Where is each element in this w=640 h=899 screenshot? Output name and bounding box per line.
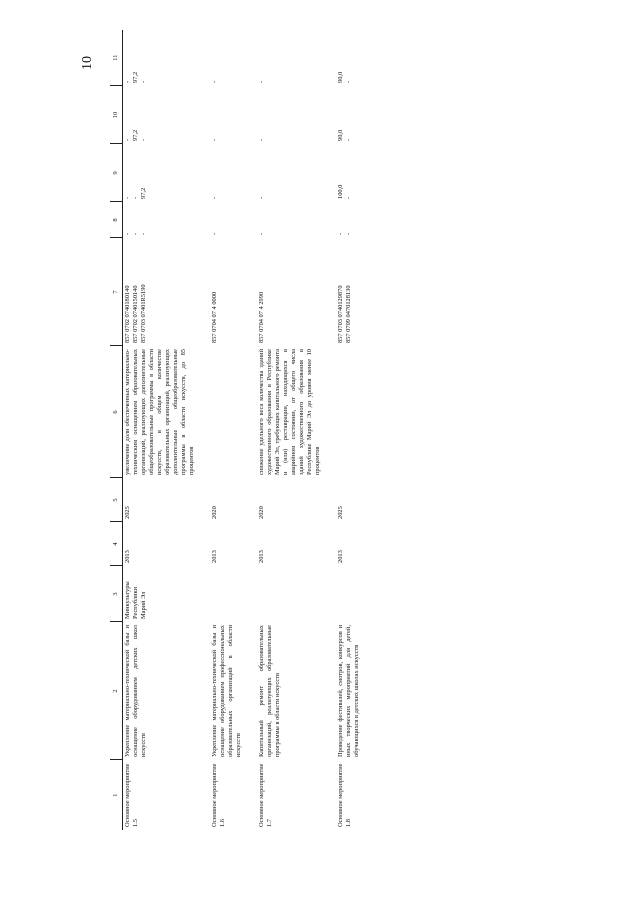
value: 97,2 (140, 187, 148, 199)
budget-code: 857 0702 0740150140 (132, 285, 140, 343)
header-cell-5: 5 (110, 478, 123, 522)
expected-result: увеличение доли обеспеченных материально-техническим оснащением образовательных организаций, реализующих дополнительные общеобразовательные программы в области искусств, в общем количестве образовательных организаций, реализующих дополнительные общеобразовательные программы в области искусств, до 85 процентов (124, 349, 196, 475)
start-year: 2013 (211, 550, 219, 563)
header-cell-8: 8 (110, 202, 123, 238)
end-year: 2020 (258, 506, 266, 519)
value-col-11 (123, 30, 199, 86)
page-number: 10 (80, 56, 95, 70)
header-cell-3: 3 (110, 566, 123, 622)
budget-codes (123, 238, 199, 346)
value: 90,0 (337, 129, 345, 141)
expected-result (336, 346, 363, 478)
start-year: 2013 (337, 550, 345, 563)
budget-code: 857 0702 0740180140 (124, 285, 132, 343)
value-col-10: - (211, 138, 219, 141)
responsible-executor (336, 566, 363, 622)
event-name: Проведение фестивалей, смотров, конкурсов и иных творческих мероприятий для детей, обучающихся в детских школах искусств (337, 625, 361, 757)
end-year: 2020 (211, 506, 219, 519)
value: - (124, 196, 132, 199)
value-col-11 (336, 30, 363, 86)
start-year: 2013 (258, 550, 266, 563)
event-number: Основное мероприятие 1.8 (337, 763, 353, 827)
value: 97,2 (132, 129, 140, 141)
budget-codes (336, 238, 363, 346)
value: - (132, 196, 140, 199)
value: 100,0 (337, 184, 345, 199)
budget-code: 857 0704 07 4 0000 (211, 291, 219, 343)
value-col-10 (123, 86, 199, 144)
start-year: 2013 (124, 550, 132, 563)
header-cell-9: 9 (110, 144, 123, 202)
budget-codes (257, 238, 324, 346)
value-col-9 (336, 144, 363, 202)
value: - (345, 138, 353, 141)
value-col-10: - (258, 138, 266, 141)
value: - (124, 138, 132, 141)
event-name: Укрепление материально-технической базы и оснащение оборудованием детских школ искусств (124, 625, 148, 757)
event-name: Капитальный ремонт образовательных организаций, реализующих образовательные программы в области искусств (258, 625, 282, 757)
header-cell-6: 6 (110, 346, 123, 478)
table-row (336, 30, 363, 830)
value-col-8: - (211, 232, 219, 235)
event-name: Укрепление материально-технической базы и оснащение оборудованием профессиональных образовательных организаций в области искусств (211, 625, 243, 757)
responsible-executor (210, 566, 245, 622)
header-cell-4: 4 (110, 522, 123, 566)
value-col-8 (123, 202, 199, 238)
end-year: 2025 (337, 506, 345, 519)
value: - (345, 80, 353, 83)
value-col-11: - (258, 80, 266, 83)
value-col-9: - (258, 196, 266, 199)
value: - (337, 232, 345, 235)
table-row (210, 30, 245, 830)
event-number: Основное мероприятие 1.6 (211, 763, 227, 827)
expected-result (210, 346, 245, 478)
value: - (140, 232, 148, 235)
table-row (257, 30, 324, 830)
responsible-executor (257, 566, 324, 622)
value: - (140, 80, 148, 83)
header-cell-7: 7 (110, 238, 123, 346)
program-events-table (110, 30, 363, 830)
value: - (345, 232, 353, 235)
expected-result: снижение удельного веса количества зданий художественного образования в Республике Марий Эл, требующих капитального ремонта и (или) реставрации, находящихся в аварийном состоянии, от общего числа зданий художественного образования в Республике Марий Эл до уровня менее 10 процентов (258, 349, 322, 475)
value: 90,0 (337, 71, 345, 83)
event-number: Основное мероприятие 1.5 (124, 763, 140, 827)
value-col-8: - (258, 232, 266, 235)
budget-code: 857 0709 0470128130 (345, 285, 353, 343)
budget-code: 857 0704 07 4 2990 (258, 291, 266, 343)
value: - (345, 196, 353, 199)
budget-code: 857 0703 0740129870 (337, 285, 345, 343)
value: - (124, 232, 132, 235)
value-col-8 (336, 202, 363, 238)
responsible-executor: Минкультуры Республики Марий Эл (124, 581, 148, 619)
value-col-9: - (211, 196, 219, 199)
value: 97,2 (132, 71, 140, 83)
header-cell-1: 1 (110, 760, 123, 830)
header-cell-11: 11 (110, 30, 123, 86)
table-row (123, 30, 199, 830)
value: - (124, 80, 132, 83)
header-cell-2: 2 (110, 622, 123, 760)
budget-code: 857 0703 07401R5190 (140, 284, 148, 343)
value: - (140, 138, 148, 141)
header-row (110, 30, 123, 830)
value-col-10 (336, 86, 363, 144)
event-number: Основное мероприятие 1.7 (258, 763, 274, 827)
budget-codes (210, 238, 245, 346)
end-year: 2025 (124, 506, 132, 519)
rotated-table-container (110, 30, 540, 830)
value-col-11: - (211, 80, 219, 83)
header-cell-10: 10 (110, 86, 123, 144)
value: - (132, 232, 140, 235)
value-col-9 (123, 144, 199, 202)
